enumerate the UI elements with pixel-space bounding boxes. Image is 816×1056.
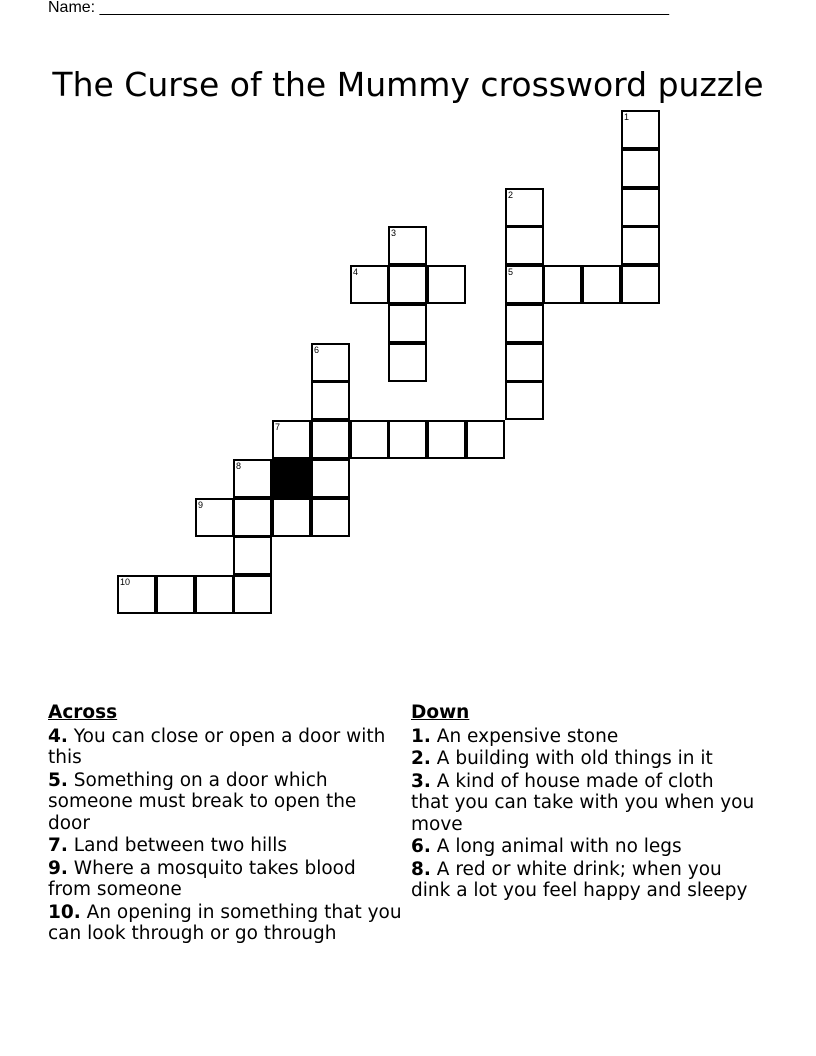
grid-cell[interactable] (233, 536, 272, 575)
grid-cell[interactable] (311, 381, 350, 420)
grid-cell[interactable] (621, 265, 660, 304)
grid-cell[interactable] (505, 381, 544, 420)
clue-item-text: A red or white drink; when you dink a lot you feel happy and sleepy (411, 858, 748, 901)
clue-item-text: Land between two hills (73, 835, 288, 856)
grid-cell[interactable] (427, 265, 466, 304)
grid-cell[interactable] (505, 304, 544, 343)
clue-item (411, 726, 756, 748)
clue-item (48, 858, 403, 901)
grid-cell[interactable] (195, 498, 234, 537)
page-title: The Curse of the Mummy crossword puzzle (52, 65, 764, 105)
clue-item-text: A building with old things in it (436, 748, 713, 769)
grid-cell[interactable] (233, 575, 272, 614)
grid-cell[interactable] (505, 265, 544, 304)
grid-cell[interactable] (117, 575, 156, 614)
grid-cell[interactable] (427, 420, 466, 459)
grid-cell[interactable] (621, 149, 660, 188)
clue-item (48, 726, 403, 769)
clue-item-text: Where a mosquito takes blood from someone (48, 857, 356, 900)
clue-item (411, 836, 756, 858)
grid-cell[interactable] (233, 459, 272, 498)
grid-cell[interactable] (311, 459, 350, 498)
clue-item-text: A long animal with no legs (436, 836, 682, 857)
grid-cell[interactable] (466, 420, 505, 459)
grid-cell[interactable] (582, 265, 621, 304)
clue-item-number: 3. (411, 770, 431, 792)
clue-item (48, 902, 403, 945)
clue-number: 2 (508, 190, 514, 200)
clue-item (411, 859, 756, 902)
grid-cell[interactable] (156, 575, 195, 614)
grid-cell[interactable] (195, 575, 234, 614)
across-heading: Across (48, 702, 118, 723)
name-field-label: Name: ________________________________________________________________ (48, 0, 670, 16)
grid-cell[interactable] (388, 343, 427, 382)
black-cell (272, 459, 311, 498)
grid-cell[interactable] (350, 265, 389, 304)
clue-number: 6 (314, 345, 320, 355)
clue-item-text: A kind of house made of cloth that you can take with you when you move (411, 770, 755, 835)
clue-item-number: 7. (48, 835, 68, 856)
clue-item-number: 9. (48, 857, 68, 879)
clue-item-number: 5. (48, 769, 68, 791)
clue-number: 10 (120, 577, 131, 587)
clue-number: 8 (236, 461, 242, 471)
grid-cell[interactable] (272, 498, 311, 537)
clue-item (48, 835, 403, 857)
grid-cell[interactable] (311, 343, 350, 382)
clue-number: 4 (353, 267, 359, 277)
clue-number: 3 (391, 228, 397, 238)
clue-item (411, 771, 756, 836)
clue-item-number: 4. (48, 725, 68, 747)
grid-cell[interactable] (272, 420, 311, 459)
clue-item-number: 8. (411, 858, 431, 880)
clue-item-number: 10. (48, 901, 81, 923)
clue-item-text: An opening in something that you can look through or go through (48, 901, 402, 944)
clue-item-number: 1. (411, 725, 431, 747)
clue-item-text: You can close or open a door with this (48, 725, 386, 768)
across-clues (48, 702, 403, 946)
grid-cell[interactable] (621, 110, 660, 149)
clue-item (48, 770, 403, 835)
grid-cell[interactable] (311, 420, 350, 459)
clue-number: 1 (624, 112, 630, 122)
clue-item-text: Something on a door which someone must break to open the door (48, 769, 357, 834)
grid-cell[interactable] (388, 304, 427, 343)
clue-item (411, 748, 756, 770)
clue-item-text: An expensive stone (436, 725, 619, 747)
clue-item-number: 6. (411, 836, 431, 857)
clue-number: 9 (198, 500, 204, 510)
grid-cell[interactable] (505, 188, 544, 227)
clue-number: 5 (508, 267, 514, 277)
grid-cell[interactable] (388, 265, 427, 304)
grid-cell[interactable] (233, 498, 272, 537)
clue-item-number: 2. (411, 748, 431, 769)
clue-number: 7 (275, 422, 281, 432)
grid-cell[interactable] (388, 226, 427, 265)
grid-cell[interactable] (505, 226, 544, 265)
grid-cell[interactable] (543, 265, 582, 304)
grid-cell[interactable] (311, 498, 350, 537)
grid-cell[interactable] (621, 188, 660, 227)
grid-cell[interactable] (388, 420, 427, 459)
down-clues (411, 702, 756, 903)
grid-cell[interactable] (621, 226, 660, 265)
grid-cell[interactable] (350, 420, 389, 459)
down-heading: Down (411, 702, 470, 723)
grid-cell[interactable] (505, 343, 544, 382)
